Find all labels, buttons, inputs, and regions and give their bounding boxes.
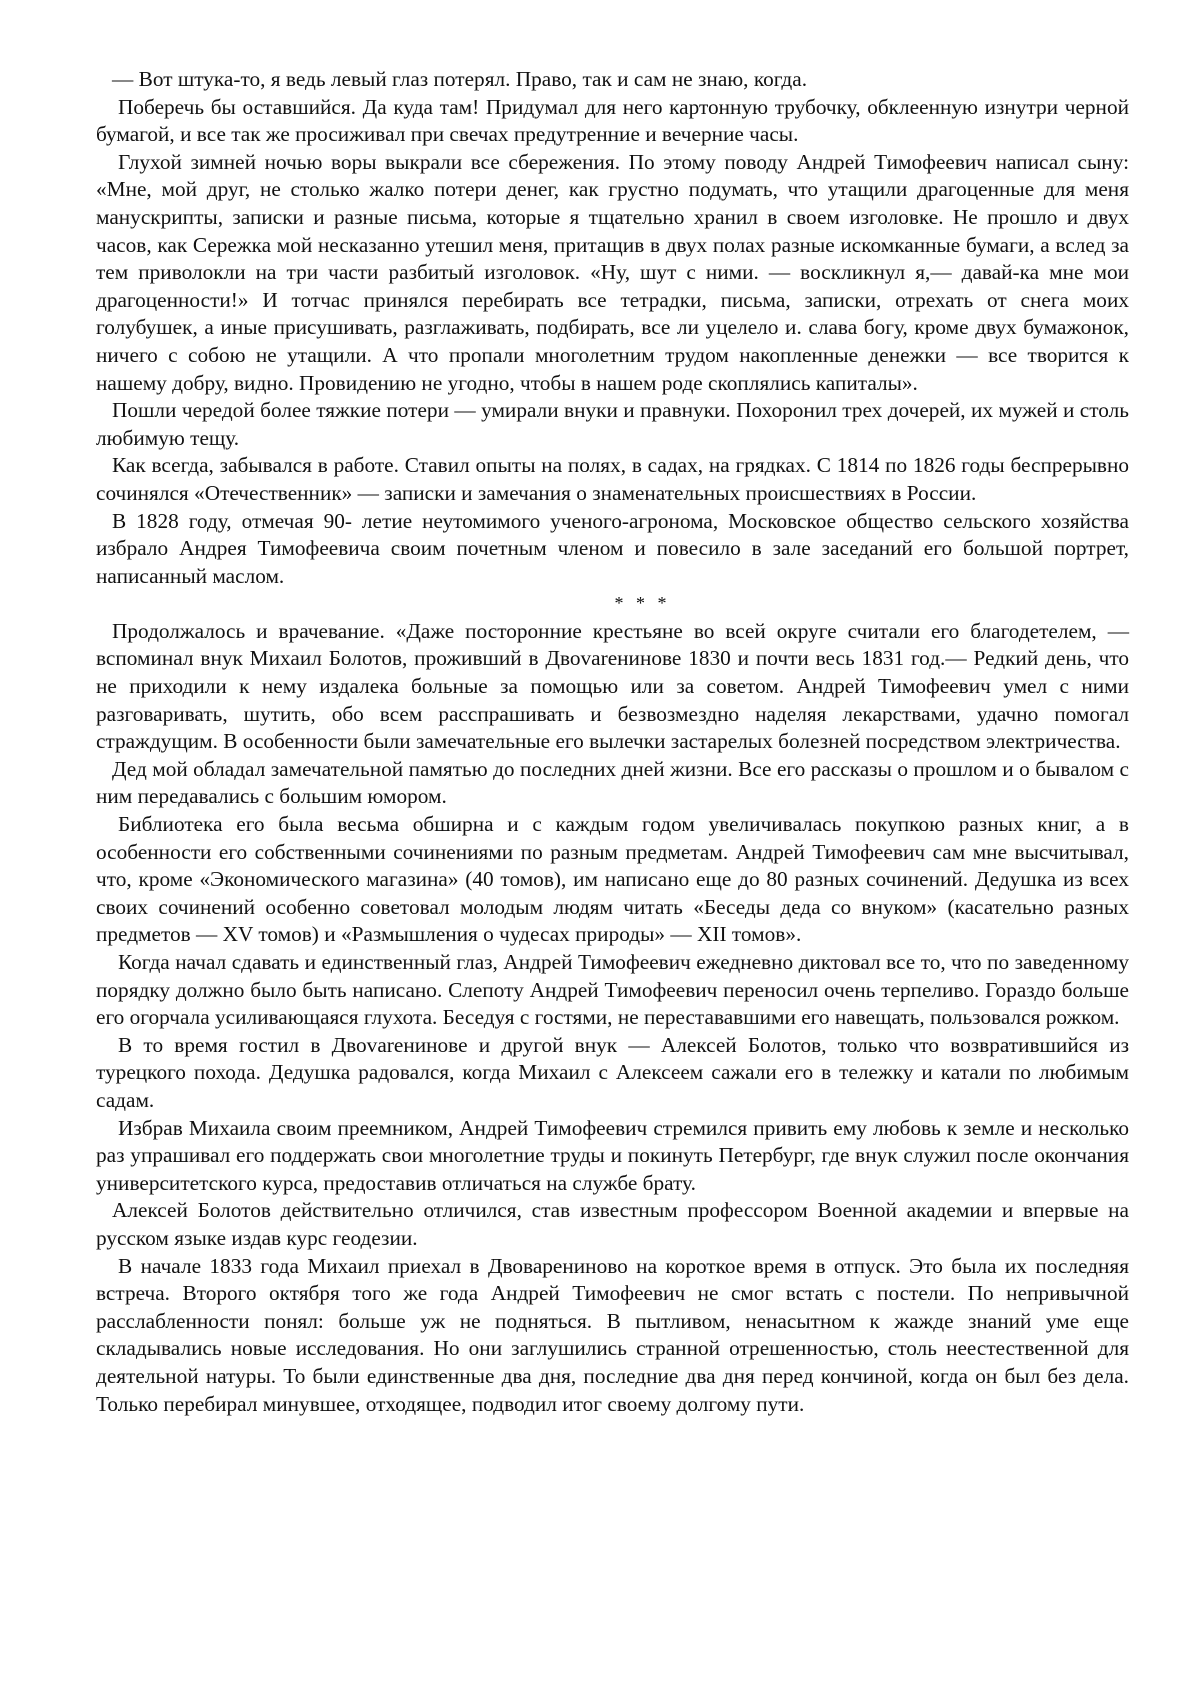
paragraph-3: Глухой зимней ночью воры выкрали все сбережения. По этому поводу Андрей Тимофеевич написал сыну: «Мне, мой друг, не столько жалко потери денег, как грустно подумать, что утащили драгоценные для меня манускрипты, записки и разные письма, которые я тщательно хранил в своем изголовке. Не прошло и двух часов, как Сережка мой несказанно утешил меня, притащив в двух полах разные искомканные бумаги, а вслед за тем приволокли на три части разбитый изголовок. «Ну, шут с ними. — воскликнул я,— давай-ка мне мои драгоценности!» И тотчас принялся перебирать все тетрадки, письма, записки, отрехать от снега моих голубушек, а иные присушивать, разглаживать, подбирать, все ли уцелело и. слава богу, кроме двух бумажонок, ничего с собою не утащили. А что пропали многолетним трудом накопленные денежки — все творится к нашему добру, видно. Провидению не угодно, чтобы в нашем роде скоплялись капиталы». bbox=[96, 149, 1129, 395]
paragraph-9: Библиотека его была весьма обширна и с каждым годом увеличивалась покупкою разных книг, а в особенности его собственными сочинениями по разным предметам. Андрей Тимофеевич сам мне высчитывал, что, кроме «Экономического магазина» (40 томов), им написано еще до 80 разных сочинений. Дедушка из всех своих сочинений особенно советовал молодым людям читать «Беседы деда со внуком» (касательно разных предметов — XV томов) и «Размышления о чудесах природы» — XII томов». bbox=[96, 812, 1129, 947]
paragraph-10: Когда начал сдавать и единственный глаз, Андрей Тимофеевич ежедневно диктовал все то, что по заведенному порядку должно было быть написано. Слепоту Андрей Тимофеевич переносил очень терпеливо. Гораздо больше его огорчала усиливающаяся глухота. Беседуя с гостями, не перестававшими его навещать, пользовался рожком. bbox=[96, 950, 1129, 1030]
document-page bbox=[96, 66, 1129, 1418]
paragraph-1: — Вот штука-то, я ведь левый глаз потерял. Право, так и сам не знаю, когда. bbox=[112, 67, 808, 91]
section-separator: * * * bbox=[614, 593, 671, 614]
paragraph-2: Поберечь бы оставшийся. Да куда там! Придумал для него картонную трубочку, обклеенную изнутри черной бумагой, и все так же просиживал при свечах предутренние и вечерние часы. bbox=[96, 94, 1129, 147]
paragraph-7: Продолжалось и врачевание. «Даже посторонние крестьяне во всей округе считали его благодетелем, — вспоминал внук Михаил Болотов, проживший в Двоvarенинове 1830 и почти весь 1831 год.— Редкий день, что не приходили к нему издалека больные за помощью или за советом. Андрей Тимофеевич умел с ними разговаривать, шутить, обо всем расспрашивать и безвозмездно наделяя лекарствами, удачно помогал страждущим. В особенности были замечательные его вылечки застарелых болезней посредством электричества. bbox=[96, 618, 1129, 754]
paragraph-11: В то время гостил в Двоvarенинове и другой внук — Алексей Болотов, только что возвратившийся из турецкого похода. Дедушка радовался, когда Михаил с Алексеем сажали его в тележку и катали по любимым садам. bbox=[96, 1032, 1129, 1112]
paragraph-12: Избрав Михаила своим преемником, Андрей Тимофеевич стремился привить ему любовь к земле и несколько раз упрашивал его поддержать свои многолетние труды и покинуть Петербург, где внук служил после окончания университетского курса, предоставив отличаться на службе брату. bbox=[96, 1115, 1129, 1195]
paragraph-14: В начале 1833 года Михаил приехал в Двоварениново на короткое время в отпуск. Это была их последняя встреча. Второго октября того же года Андрей Тимофеевич не смог встать с постели. По непривычной расслабленности понял: больше уж не подняться. В пытливом, ненасытном к жажде знаний уме еще складывались новые исследования. Но они заглушились странной отрешенностью, столь неестественной для деятельной натуры. То были единственные два дня, последние два дня перед кончиной, когда он был без дела. Только перебирал минувшее, отходящее, подводил итог своему долгому пути. bbox=[96, 1253, 1129, 1416]
paragraph-4: Пошли чередой более тяжкие потери — умирали внуки и правнуки. Похоронил трех дочерей, их мужей и столь любимую тещу. bbox=[96, 398, 1129, 450]
paragraph-5: Как всегда, забывался в работе. Ставил опыты на полях, в садах, на грядках. С 1814 по 1826 годы беспрерывно сочинялся «Отечественник» — записки и замечания о знаменательных происшествиях в России. bbox=[96, 453, 1129, 505]
paragraph-6: В 1828 году, отмечая 90- летие неутомимого ученого-агронома, Московское общество сельского хозяйства избрало Андрея Тимофеевича своим почетным членом и повесило в зале заседаний его большой портрет, написанный маслом. bbox=[96, 508, 1129, 588]
paragraph-13: Алексей Болотов действительно отличился, став известным профессором Военной академии и впервые на русском языке издав курс геодезии. bbox=[96, 1198, 1129, 1250]
paragraph-8: Дед мой обладал замечательной памятью до последних дней жизни. Все его рассказы о прошлом и о бывалом с ним передавались с большим юмором. bbox=[96, 756, 1129, 809]
